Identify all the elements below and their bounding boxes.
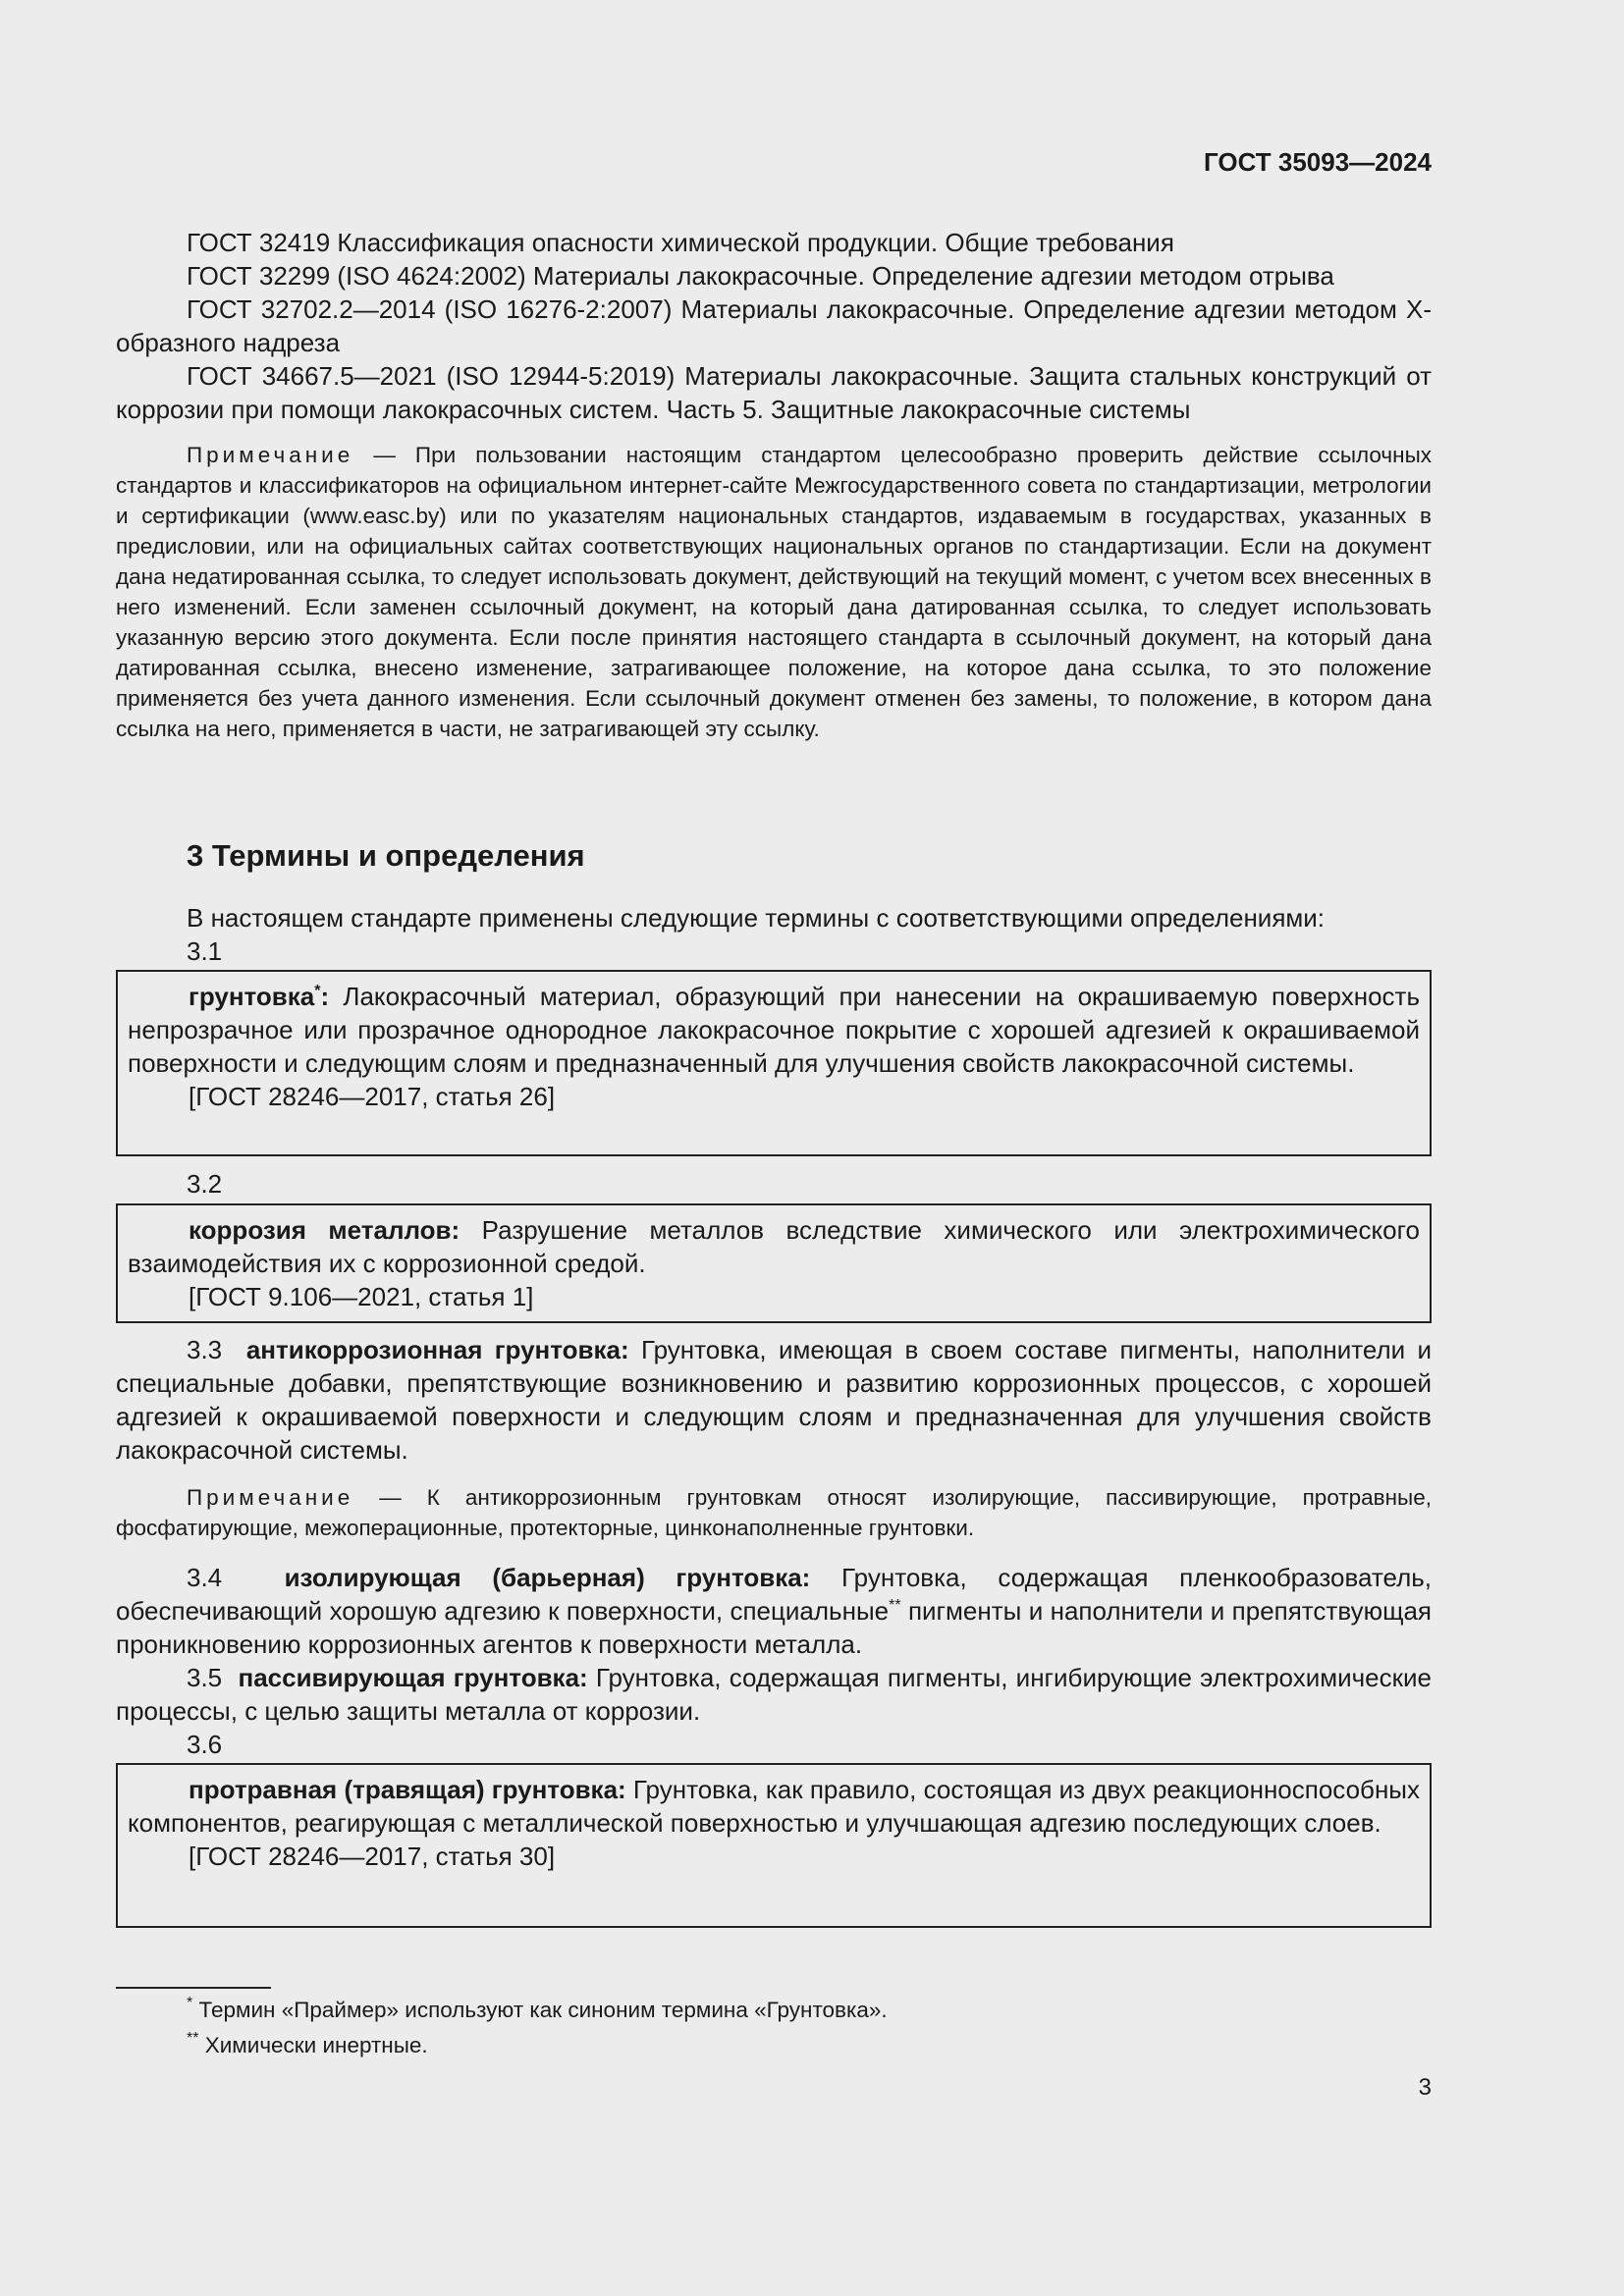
term-note — [116, 1482, 1432, 1543]
term-text: Грунтовка, содержащая пигменты, ингибирующие электрохимические процессы, с целью защиты металла от коррозии. — [116, 1663, 1432, 1726]
term-text: Разрушение металлов вследствие химического или электрохимического взаимодействия их с коррозионной средой. — [128, 1215, 1421, 1278]
footnote-ref: * — [314, 983, 321, 999]
term-citation: [ГОСТ 9.106—2021, статья 1] — [189, 1282, 534, 1311]
term-name: антикоррозионная грунтовка: — [245, 1335, 629, 1364]
section-title: 3 Термины и определения — [187, 838, 585, 873]
term-name: изолирующая (барьерная) грунтовка: — [284, 1563, 811, 1592]
term-text: Грунтовка, имеющая в своем составе пигменты, наполнители и специальные добавки, препятствующие возникновению и развитию коррозионных процессов, с хорошей адгезией к окрашиваемой поверхности и следующим слоям и предназначенная для улучшения свойств лакокрасочной системы. — [116, 1335, 1432, 1465]
term-number: 3.5 — [187, 1663, 223, 1692]
note-label: Примечание — [187, 1485, 354, 1510]
reference-item: ГОСТ 32299 (ISO 4624:2002) Материалы лакокрасочные. Определение адгезии методом отрыва — [187, 261, 1334, 291]
term-name: грунтовка — [189, 982, 315, 1011]
note-text: — К антикоррозионным грунтовкам относят изолирующие, пассивирующие, протравные, фосфатирующие, межоперационные, протекторные, цинконаполненные грунтовки. — [116, 1485, 1432, 1540]
term-box-3-1 — [116, 970, 1432, 1156]
term-text: пигменты и наполнители и препятствующая проникновению коррозионных агентов к поверхности металла. — [116, 1596, 1433, 1659]
term-name: пассивирующая грунтовка: — [238, 1663, 588, 1692]
page-number: 3 — [1418, 2074, 1432, 2101]
term-3-4 — [116, 1561, 1432, 1661]
reference-item: ГОСТ 34667.5—2021 (ISO 12944-5:2019) Материалы лакокрасочные. Защита стальных конструкций от коррозии при помощи лакокрасочных систем. Часть 5. Защитные лакокрасочные системы — [116, 361, 1432, 424]
footnote — [187, 1997, 888, 2024]
term-box-3-6 — [116, 1763, 1432, 1928]
term-number: 3.4 — [187, 1563, 223, 1592]
note-text: — При пользовании настоящим стандартом целесообразно проверить действие ссылочных стандартов и классификаторов на официальном интернет-сайте Межгосударственного совета по стандартизации, метрологии и сертификации (www.easc.by) или по указателям национальных стандартов, издаваемым в государствах, указанных в предисловии, или на официальных сайтах соответствующих национальных органов по стандартизации. Если на документ дана недатированная ссылка, то следует использовать документ, действующий на текущий момент, с учетом всех внесенных в него изменений. Если заменен ссылочный документ, на который дана датированная ссылка, то следует использовать указанную версию этого документа. Если после принятия настоящего стандарта в ссылочный документ, на который дана датированная ссылка, внесено изменение, затрагивающее положение, на которое дана ссылка, то это положение применяется без учета данного изменения. Если ссылочный документ отменен без замены, то положение, в котором дана ссылка на него, применяется в части, не затрагивающей эту ссылку. — [116, 443, 1432, 741]
term-3-3 — [116, 1333, 1432, 1467]
term-box-3-2 — [116, 1203, 1432, 1323]
term-number: 3.2 — [187, 1169, 223, 1199]
footnote-text: Термин «Праймер» используют как синоним термина «Грунтовка». — [192, 1998, 888, 2022]
section-intro: В настоящем стандарте применены следующие термины с соответствующими определениями: — [187, 903, 1326, 933]
references-note — [116, 440, 1432, 744]
footnote-separator — [116, 1987, 271, 1989]
term-text: Грунтовка, как правило, состоящая из двух реакционноспособных компонентов, реагирующая с металлической поверхностью и улучшающая адгезию последующих слоев. — [128, 1775, 1420, 1838]
footnote-mark: ** — [187, 2030, 199, 2047]
note-label: Примечание — [187, 443, 354, 467]
term-number: 3.3 — [187, 1335, 223, 1364]
document-page — [116, 0, 1432, 2296]
term-citation: [ГОСТ 28246—2017, статья 26] — [189, 1082, 556, 1111]
footnote-mark: * — [187, 1995, 193, 2011]
footnote-text: Химически инертные. — [198, 2033, 428, 2057]
reference-item: ГОСТ 32702.2—2014 (ISO 16276-2:2007) Материалы лакокрасочные. Определение адгезии методом Х-образного надреза — [116, 294, 1432, 357]
reference-item: ГОСТ 32419 Классификация опасности химической продукции. Общие требования — [187, 228, 1174, 257]
term-text: Грунтовка, содержащая пленкообразователь, обеспечивающий хорошую адгезию к поверхности, специальные — [116, 1563, 1433, 1626]
normative-references — [116, 226, 1432, 744]
term-name: протравная (травящая) грунтовка: — [189, 1775, 626, 1804]
term-3-5 — [116, 1661, 1432, 1728]
term-definition — [128, 1773, 1420, 1840]
document-code: ГОСТ 35093—2024 — [1204, 147, 1432, 177]
term-citation: [ГОСТ 28246—2017, статья 30] — [189, 1842, 556, 1871]
term-number: 3.6 — [187, 1730, 223, 1759]
term-number: 3.1 — [187, 936, 223, 966]
footnote-ref: ** — [889, 1597, 901, 1614]
footnote — [187, 2032, 428, 2059]
term-definition — [128, 1213, 1420, 1280]
term-name: коррозия металлов: — [189, 1215, 460, 1245]
term-text: Лакокрасочный материал, образующий при нанесении на окрашиваемую поверхность непрозрачное или прозрачное однородное лакокрасочное покрытие с хорошей адгезией к окрашиваемой поверхности и следующим слоям и предназначенный для улучшения свойств лакокрасочной системы. — [128, 982, 1420, 1078]
term-colon: : — [320, 982, 330, 1011]
term-definition — [128, 980, 1420, 1080]
